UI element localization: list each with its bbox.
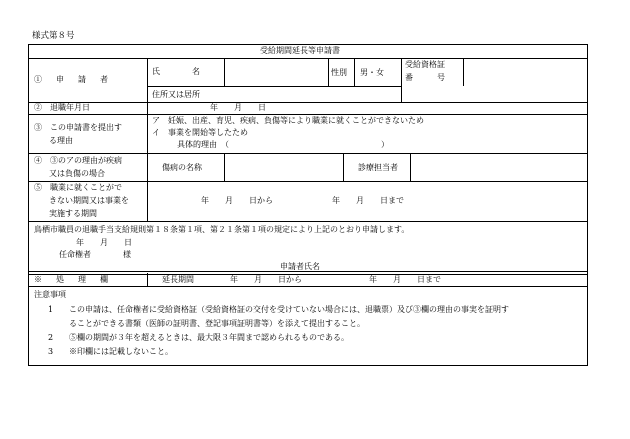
reason-label-2: る理由: [49, 136, 73, 145]
reason-option-a[interactable]: ア 妊娠、出産、育児、疾病、負傷等により職業に就くことができないため: [152, 116, 424, 125]
illness-label-2: 又は負傷の場合: [49, 169, 105, 178]
period-to[interactable]: 年 月 日まで: [332, 196, 404, 205]
disease-field[interactable]: [225, 154, 342, 180]
reason-label-1: ③ この申請書を提出す: [34, 123, 122, 132]
reason-specific[interactable]: 具体的理由 （ ）: [177, 140, 389, 149]
processing-label: ※ 処 理 欄: [34, 275, 111, 284]
disease-label: 傷病の名称: [162, 163, 202, 172]
period-label-1: ⑤ 職業に就くことがで: [34, 183, 122, 192]
applicant-label: ① 申 請 者: [34, 75, 111, 84]
name-field[interactable]: [225, 59, 327, 85]
address-label: 住所又は居所: [152, 90, 200, 99]
illness-label-1: ④ ③のアの理由が疾病: [34, 156, 122, 165]
cert-label-2: 番 号: [405, 73, 445, 82]
note-2-number: 2: [48, 333, 54, 342]
signature-label: 申請者氏名: [280, 262, 320, 271]
note-3-number: 3: [48, 347, 54, 356]
authority-label: 任命権者 様: [59, 250, 131, 259]
processing-from: 年 月 日から: [230, 275, 302, 284]
note-2-line1: ⑤欄の期間が３年を超えるときは、最大限３年間まで認められるものである。: [69, 333, 349, 342]
period-from[interactable]: 年 月 日から: [201, 196, 273, 205]
form-title: 受給期間延長等申請書: [260, 46, 340, 55]
cert-label-1: 受給資格証: [405, 60, 445, 69]
doctor-field[interactable]: [411, 154, 586, 180]
doctor-label: 診療担当者: [358, 163, 398, 172]
declaration-date[interactable]: 年 月 日: [76, 238, 132, 247]
processing-to: 年 月 日まで: [369, 275, 441, 284]
retirement-date[interactable]: 年 月 日: [210, 103, 266, 112]
note-1-line1: この申請は、任命権者に受給資格証（受給資格証の交付を受けていない場合には、退職票）及び③欄の理由の事実を証明す: [69, 305, 509, 314]
reason-option-b[interactable]: イ 事業を開始等したため: [152, 128, 248, 137]
retirement-label: ② 退職年月日: [34, 103, 90, 112]
form-frame: [28, 44, 588, 366]
declaration-text: 鳥栖市職員の退職手当支給規則第１８条第１項、第２１条第１項の規定により上記のとおり申請します。: [34, 225, 410, 234]
gender-label: 性別: [331, 68, 347, 77]
name-label: 氏 名: [152, 67, 200, 76]
gender-options[interactable]: 男・女: [360, 68, 384, 77]
extension-label: 延長期間: [162, 275, 194, 284]
note-1-line2: ることができる書類（医師の証明書、登記事項証明書等）を添えて提出すること。: [69, 319, 365, 328]
notes-heading: 注意事項: [34, 290, 66, 299]
cert-number-field[interactable]: [464, 59, 586, 85]
note-3-line1: ※印欄には記載しないこと。: [69, 347, 173, 356]
note-1-number: 1: [48, 305, 54, 314]
form-number: 様式第８号: [32, 31, 75, 41]
period-label-2: きない期間又は事業を: [49, 196, 129, 205]
period-label-3: 実施する期間: [49, 209, 97, 218]
